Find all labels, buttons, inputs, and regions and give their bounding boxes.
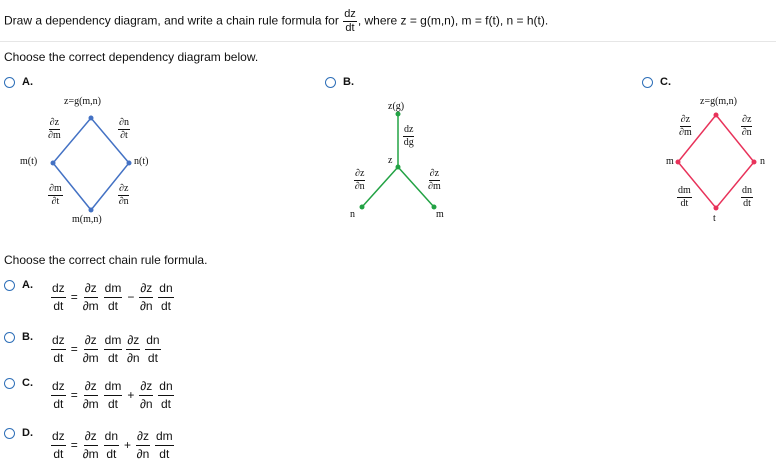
diagram-option-a-label[interactable]: A. — [22, 76, 33, 88]
formula-d-op: + — [124, 438, 132, 453]
diagram-b-r — [428, 169, 441, 192]
formula-d-t2-den2: dt — [159, 446, 170, 461]
question-suffix: , where z = g(m,n), m = f(t), n = h(t). — [357, 13, 549, 28]
formula-a-t1-num2: dm — [104, 282, 123, 298]
diagram-c-ll-den: dt — [680, 198, 689, 209]
formula-b-t2-den2: dt — [147, 350, 158, 365]
diagram-b-r-num: ∂z — [429, 168, 440, 179]
diagram-a-ll-den: ∂t — [51, 196, 60, 207]
diagram-c-ll-num: dm — [678, 185, 691, 196]
formula-d-t1-den2: dt — [106, 446, 117, 461]
question-prefix: Draw a dependency diagram, and write a chain rule formula for — [4, 13, 339, 28]
formula-a-t1-den: ∂m — [82, 298, 99, 313]
diagram-b-l — [354, 169, 365, 192]
question-text — [4, 9, 548, 34]
formula-option-c-radio[interactable] — [4, 378, 15, 389]
formula-c-eq: = — [70, 388, 78, 403]
diagram-b-left: n — [350, 209, 355, 220]
formula-prompt: Choose the correct chain rule formula. — [4, 253, 208, 267]
divider — [0, 41, 776, 42]
formula-b-t2-den: ∂n — [126, 350, 140, 365]
diagram-a-ul-den: ∂m — [48, 130, 61, 141]
diagram-a-ur — [118, 118, 130, 141]
formula-b-t2-num2: dn — [145, 334, 160, 350]
diagram-c-bottom: t — [713, 213, 716, 224]
formula-option-b-radio[interactable] — [4, 332, 15, 343]
formula-d-lhs — [51, 430, 66, 460]
diagram-c-lr-den: dt — [743, 198, 751, 209]
formula-d-t2-den: ∂n — [136, 446, 150, 461]
formula-c-t2-num: ∂z — [139, 380, 153, 396]
diagram-b-top-den: dg — [403, 137, 414, 148]
diagram-b-mid: z — [388, 155, 393, 166]
diagram-a-ur-den: ∂t — [120, 130, 128, 141]
formula-option-a-radio[interactable] — [4, 280, 15, 291]
diagram-b-top-num: dz — [404, 124, 414, 135]
formula-d-t2-num: ∂z — [136, 430, 150, 446]
diagram-c-ur-den: ∂n — [741, 127, 752, 138]
formula-a — [50, 282, 175, 312]
diagram-a-bottom: m(m,n) — [72, 214, 102, 225]
diagram-a-lr — [118, 184, 129, 207]
formula-c-t1-num: ∂z — [84, 380, 98, 396]
diagram-a-ur-num: ∂n — [119, 117, 129, 128]
diagram-option-a-radio[interactable] — [4, 77, 15, 88]
formula-a-term2 — [138, 282, 174, 312]
formula-option-d-label[interactable]: D. — [22, 427, 33, 439]
diagram-c-ul-den: ∂m — [679, 127, 692, 138]
formula-a-t2-num: ∂z — [139, 282, 153, 298]
diagram-a-right: n(t) — [134, 156, 149, 167]
formula-d-lhs-num: dz — [51, 430, 66, 446]
formula-d-t2-num2: dm — [155, 430, 174, 446]
formula-b-eq: = — [70, 342, 78, 357]
formula-c — [50, 380, 175, 410]
formula-a-lhs — [51, 282, 66, 312]
formula-a-t2-den2: dt — [160, 298, 171, 313]
formula-a-lhs-num: dz — [51, 282, 66, 298]
formula-d-term2 — [135, 430, 175, 460]
diagram-c-ur-num: ∂z — [742, 114, 752, 125]
formula-b-lhs-den: dt — [53, 350, 64, 365]
diagram-b-l-den: ∂n — [354, 181, 365, 192]
question-fraction — [343, 9, 357, 34]
diagram-a-left: m(t) — [20, 156, 38, 167]
diagram-a-top: z=g(m,n) — [64, 96, 102, 107]
formula-option-a-label[interactable]: A. — [22, 279, 33, 291]
formula-a-eq: = — [70, 290, 78, 305]
formula-c-lhs-num: dz — [51, 380, 66, 396]
formula-c-lhs — [51, 380, 66, 410]
formula-a-op: − — [127, 290, 135, 305]
diagram-b-r-den: ∂m — [428, 181, 441, 192]
diagram-b-top-frac — [403, 125, 414, 148]
formula-c-term1 — [82, 380, 124, 410]
formula-d-eq: = — [70, 438, 78, 453]
formula-a-t2-den: ∂n — [139, 298, 153, 313]
formula-d-lhs-den: dt — [53, 446, 64, 461]
diagram-b-right: m — [436, 209, 444, 220]
formula-b-t1-num2: dm — [104, 334, 123, 350]
diagram-c-lr — [741, 186, 753, 209]
diagram-a-lr-num: ∂z — [119, 183, 129, 194]
question-frac-num: dz — [344, 8, 356, 20]
formula-d-t1-den: ∂m — [82, 446, 99, 461]
formula-option-b-label[interactable]: B. — [22, 331, 33, 343]
formula-b-t2-num: ∂z — [126, 334, 140, 350]
formula-a-term1 — [82, 282, 124, 312]
diagram-c-ul-num: ∂z — [680, 114, 691, 125]
diagram-a-ll — [48, 184, 63, 207]
formula-b-term2 — [125, 334, 161, 364]
formula-c-t2-den2: dt — [160, 396, 171, 411]
diagram-c-lr-num: dn — [742, 185, 752, 196]
formula-c-t2-num2: dn — [158, 380, 173, 396]
diagram-a-lr-den: ∂n — [118, 196, 129, 207]
formula-b-t1-den: ∂m — [82, 350, 99, 365]
diagram-b — [330, 95, 460, 230]
diagram-c — [640, 90, 776, 235]
diagram-b-top: z(g) — [388, 101, 405, 112]
diagram-option-b-label[interactable]: B. — [343, 76, 354, 88]
diagram-option-c-label[interactable]: C. — [660, 76, 671, 88]
diagram-option-b-radio[interactable] — [325, 77, 336, 88]
formula-b — [50, 334, 162, 364]
formula-option-d-radio[interactable] — [4, 428, 15, 439]
formula-b-term1 — [82, 334, 124, 364]
formula-b-lhs-num: dz — [51, 334, 66, 350]
formula-c-t1-den: ∂m — [82, 396, 99, 411]
diagram-c-lines — [640, 90, 776, 235]
formula-c-t2-den: ∂n — [139, 396, 153, 411]
diagram-c-top: z=g(m,n) — [700, 96, 738, 107]
formula-c-term2 — [138, 380, 174, 410]
formula-a-t2-num2: dn — [158, 282, 173, 298]
formula-a-lhs-den: dt — [53, 298, 64, 313]
formula-b-t1-num: ∂z — [84, 334, 98, 350]
diagram-a-ll-num: ∂m — [49, 183, 62, 194]
diagram-a — [0, 90, 180, 240]
formula-a-t1-num: ∂z — [84, 282, 98, 298]
formula-c-t1-den2: dt — [107, 396, 118, 411]
diagram-c-ur — [741, 115, 752, 138]
formula-d-t1-num: ∂z — [84, 430, 98, 446]
diagram-c-left: m — [666, 156, 674, 167]
diagram-c-ul — [679, 115, 692, 138]
diagram-c-ll — [677, 186, 692, 209]
formula-c-t1-num2: dm — [104, 380, 123, 396]
diagram-a-ul-num: ∂z — [49, 117, 60, 128]
diagram-c-right: n — [760, 156, 765, 167]
formula-b-lhs — [51, 334, 66, 364]
formula-a-t1-den2: dt — [107, 298, 118, 313]
formula-c-lhs-den: dt — [53, 396, 64, 411]
formula-option-c-label[interactable]: C. — [22, 377, 33, 389]
formula-c-op: + — [127, 388, 135, 403]
diagram-option-c-radio[interactable] — [642, 77, 653, 88]
diagram-b-l-num: ∂z — [355, 168, 365, 179]
diagram-a-ul — [48, 118, 61, 141]
question-frac-den: dt — [345, 22, 355, 34]
formula-d-term1 — [82, 430, 120, 460]
formula-d-t1-num2: dn — [104, 430, 119, 446]
diagram-prompt: Choose the correct dependency diagram below. — [4, 50, 259, 64]
formula-b-t1-den2: dt — [107, 350, 118, 365]
formula-d — [50, 430, 175, 460]
